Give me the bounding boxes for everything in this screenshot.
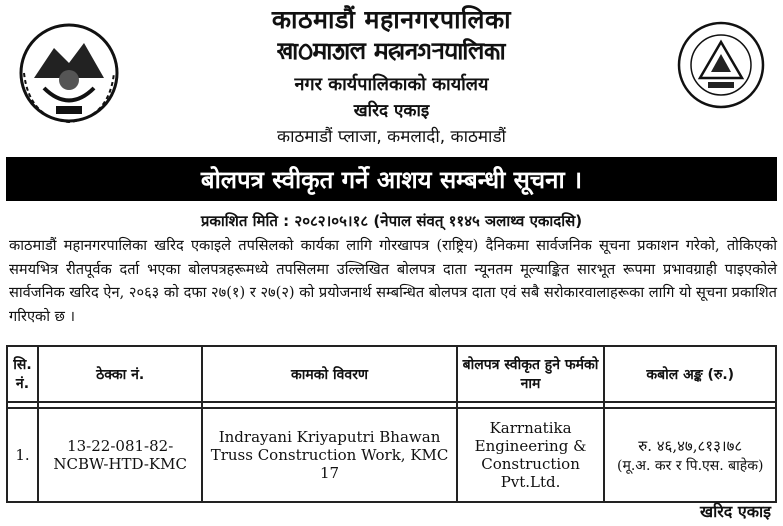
award-table	[6, 345, 777, 503]
kmc-seal-icon	[676, 20, 766, 110]
amount-value: रु. ४६,४७,८१३।७८	[638, 436, 743, 455]
org-name: काठमाडौं महानगरपालिका	[271, 5, 512, 34]
notice-title: बोलपत्र स्वीकृत गर्ने आशय सम्बन्धी सूचना ।	[6, 157, 777, 201]
header-amount: कबोल अङ्क (रु.)	[604, 346, 776, 402]
org-name-script: 𑐏𑐵𑐛𑐩𑐵𑐜𑐵𑐮 𑐩𑐴𑐵𑐣𑐐𑐬𑐥𑐵𑐮𑐶𑐎𑐵	[277, 36, 506, 65]
header-description: कामको विवरण	[202, 346, 456, 402]
unit-name: खरिद एकाइ	[353, 101, 430, 121]
nepal-emblem-icon	[14, 18, 124, 128]
publication-date-line	[6, 211, 777, 231]
publication-date: २०८२।०५।१८ (नेपाल संवत् ११४५ ञलाथ्व एकादसि)	[294, 212, 583, 230]
cell-contract-no: 13-22-081-82-NCBW-HTD-KMC	[38, 408, 202, 502]
table-row	[7, 408, 776, 502]
body-paragraph: काठमाडौं महानगरपालिका खरिद एकाइले तपसिलको कार्यका लागि गोरखापत्र (राष्ट्रिय) दैनिकमा सार्वजनिक सूचना प्रकाशन गरेको, तोकिएको समयभित्र रीतपूर्वक दर्ता भएका बोलपत्रहरूमध्ये तपसिलमा उल्लिखित बोलपत्र दाता न्यूनतम मूल्याङ्कित सारभूत रूपमा प्रभावग्राही पाइएकोले सार्वजनिक खरिद ऐन, २०६३ को दफा २७(१) र २७(२) को प्रयोजनार्थ सम्बन्धित बोलपत्र दाता एवं सबै सरोकारवालाहरूका लागि यो सूचना प्रकाशित गरिएको छ ।	[9, 237, 778, 325]
header-contract-no: ठेक्का नं.	[38, 346, 202, 402]
amount-note: (मू.अ. कर र पि.एस. बाहेक)	[617, 457, 764, 474]
office-name: नगर कार्यपालिकाको कार्यालय	[294, 74, 489, 95]
header-sn: सि. नं.	[7, 346, 38, 402]
cell-sn: 1.	[7, 408, 38, 502]
signature-unit: खरिद एकाइ	[700, 502, 771, 521]
address: काठमाडौं प्लाजा, कमलादी, काठमाडौं	[277, 127, 506, 147]
cell-firm: Karrnatika Engineering & Construction Pvt.Ltd.	[457, 408, 605, 502]
cell-description: Indrayani Kriyaputri Bhawan Truss Construction Work, KMC 17	[202, 408, 456, 502]
publication-label: प्रकाशित मिति :	[200, 212, 290, 230]
cell-amount	[604, 408, 776, 502]
header-firm: बोलपत्र स्वीकृत हुने फर्मको नाम	[457, 346, 605, 402]
table-header-row	[7, 346, 776, 402]
